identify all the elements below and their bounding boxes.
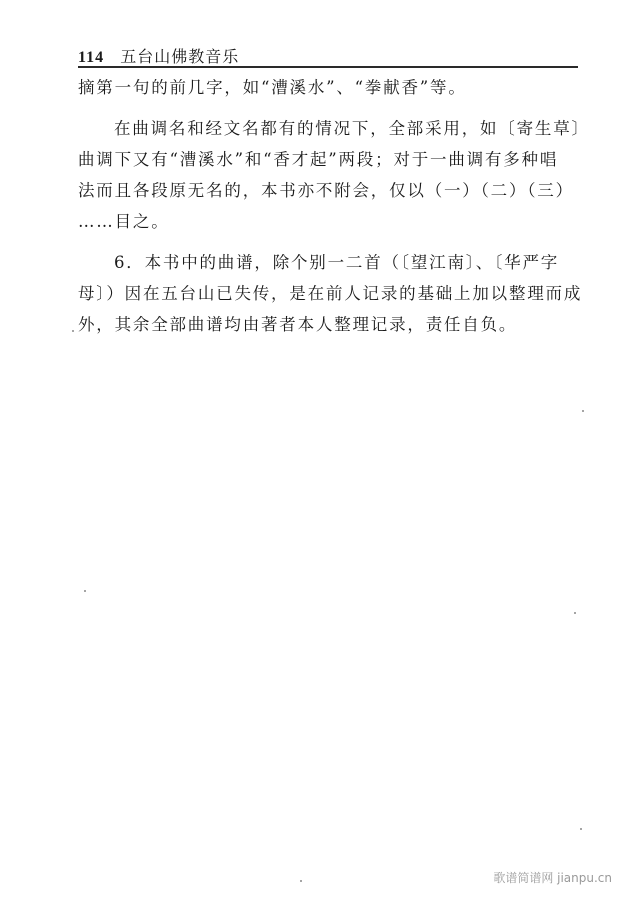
paragraph-naming-rule xyxy=(78,113,588,237)
scan-speck xyxy=(84,590,86,592)
scan-speck xyxy=(582,410,584,412)
text-line: 曲调下又有“漕溪水”和“香才起”两段；对于一曲调有多种唱 xyxy=(78,150,559,169)
text-line: 摘第一句的前几字，如“漕溪水”、“拳献香”等。 xyxy=(78,78,467,97)
text-line: 6．本书中的曲谱，除个别一二首（〔望江南〕、〔华严字 xyxy=(114,253,560,272)
page-header xyxy=(78,44,239,67)
scan-speck xyxy=(72,330,74,332)
text-line: ……目之。 xyxy=(78,212,170,231)
text-line: 在曲调名和经文名都有的情况下，全部采用，如〔寄生草〕 xyxy=(114,119,590,138)
scan-speck xyxy=(580,828,582,830)
running-title: 五台山佛教音乐 xyxy=(120,47,240,66)
paragraph-continuation xyxy=(78,72,588,103)
body-text xyxy=(78,72,588,340)
header-rule xyxy=(78,66,578,68)
site-watermark: 歌谱简谱网 jianpu.cn xyxy=(493,871,612,885)
text-line: 法而且各段原无名的，本书亦不附会，仅以（一）（二）（三） xyxy=(78,181,574,200)
text-line: 外，其余全部曲谱均由著者本人整理记录，责任自负。 xyxy=(78,315,518,334)
text-line: 母〕）因在五台山已失传，是在前人记录的基础上加以整理而成 xyxy=(78,284,583,303)
scan-speck xyxy=(300,880,302,882)
scan-speck xyxy=(574,612,576,614)
paragraph-item-6 xyxy=(78,247,588,340)
page-number: 114 xyxy=(78,49,105,66)
